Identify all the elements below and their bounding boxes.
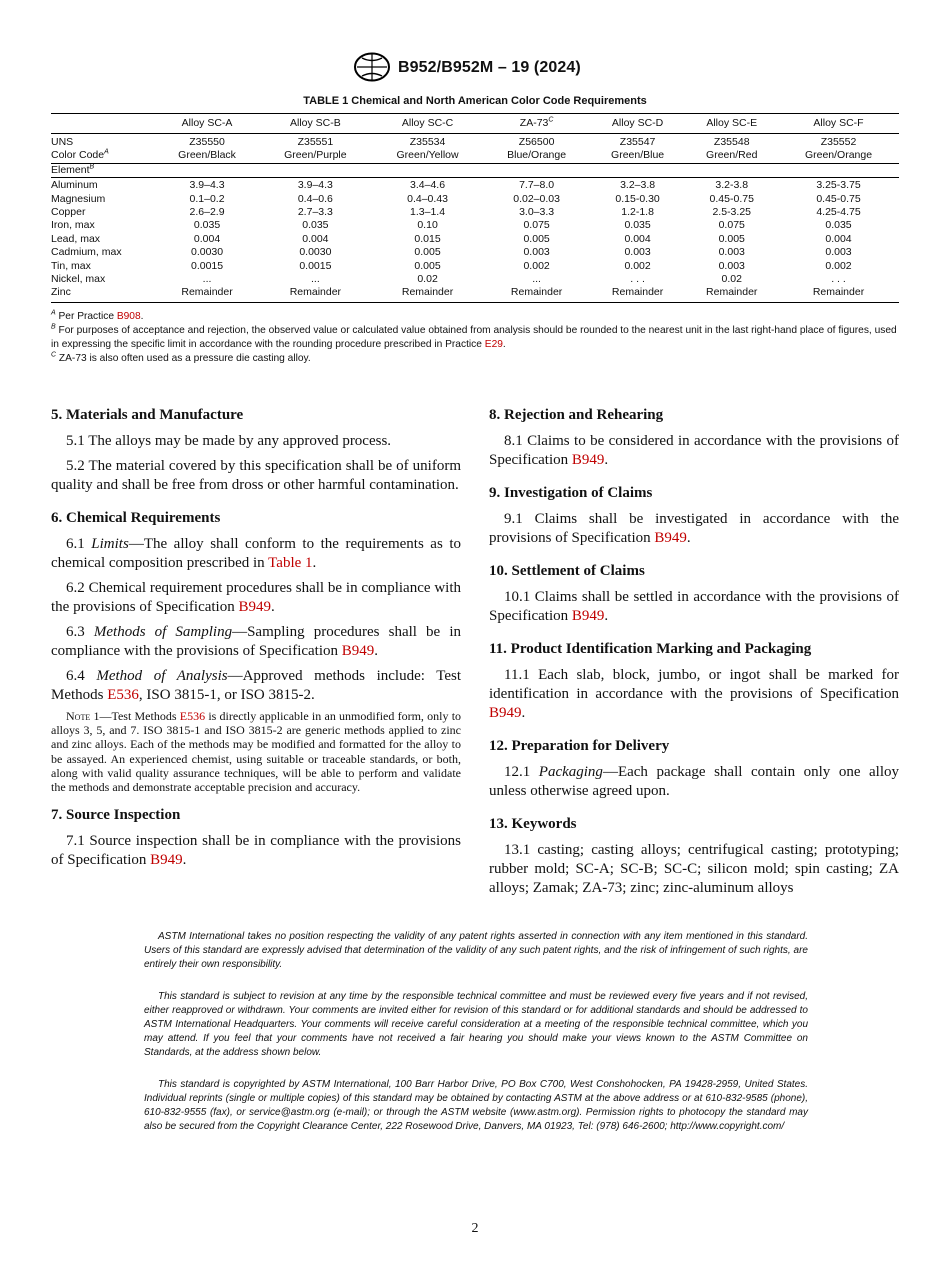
table-cell: 0.0030 — [190, 246, 224, 259]
table-cell: 0.004 — [825, 232, 852, 245]
table-cell: Z56500 — [518, 136, 555, 148]
standard-designation: B952/B952M – 19 (2024) — [398, 59, 581, 76]
table-cell: 0.002 — [825, 259, 852, 272]
table-cell: 0.003 — [624, 246, 651, 259]
table-cell: Z35534 — [409, 136, 446, 148]
astm-logo-icon — [353, 52, 391, 82]
footnote-marker: B — [89, 163, 95, 171]
footnote-text: ZA-73 is also often used as a pressure die casting alloy. — [58, 353, 311, 364]
column-header — [483, 114, 589, 134]
ref-link-b949[interactable]: B949 — [571, 452, 605, 468]
table-cell: 0.0030 — [299, 246, 332, 259]
chemical-requirements-table — [51, 113, 899, 303]
table-cell: 2.6–2.9 — [189, 206, 225, 219]
paragraph: 9.1 Claims shall be investigated in accordance with the provisions of Specification B949. — [489, 511, 899, 546]
table-cell: 0.02–0.03 — [513, 192, 560, 205]
table-cell: 0.15-0.30 — [615, 192, 660, 205]
footnote-marker: A — [104, 148, 109, 156]
ref-link-table-1[interactable]: Table 1 — [268, 555, 313, 571]
column-header: Alloy SC-E — [706, 116, 758, 129]
table-cell: 7.7–8.0 — [519, 179, 555, 192]
table-cell: Green/Yellow — [396, 149, 459, 162]
table-cell: 0.003 — [718, 246, 745, 259]
section-heading: 12. Preparation for Delivery — [489, 738, 670, 754]
table-cell: 0.4–0.43 — [407, 192, 448, 205]
table-cell: Remainder — [401, 286, 454, 299]
table-cell: Remainder — [510, 286, 563, 299]
table-cell: 4.25-4.75 — [816, 206, 861, 219]
table-cell: . . . — [831, 273, 846, 286]
table-cell: Remainder — [181, 286, 233, 299]
column-header-label: ZA-73 — [519, 116, 549, 129]
table-cell: 0.002 — [523, 259, 550, 272]
table-cell: 0.003 — [523, 246, 550, 259]
ref-link-e536[interactable]: E536 — [179, 709, 206, 723]
table-row — [51, 149, 899, 163]
table-cell: 0.02 — [721, 273, 742, 286]
table-cell: . . . — [630, 273, 645, 286]
footnote-marker: C — [51, 351, 57, 359]
table-cell: 1.3–1.4 — [410, 206, 446, 219]
paragraph: 8.1 Claims to be considered in accordance with the provisions of Specification B949. — [489, 433, 899, 468]
table-cell: 0.02 — [417, 273, 438, 286]
table-cell: Green/Blue — [611, 149, 665, 162]
table-cell: Remainder — [289, 286, 342, 299]
ref-link-e536[interactable]: E536 — [107, 687, 139, 703]
table-row — [51, 273, 899, 286]
table-cell: 0.45-0.75 — [816, 192, 861, 205]
table-cell: 3.9–4.3 — [189, 179, 225, 192]
table-cell: 0.10 — [417, 219, 438, 232]
table-cell: Green/Purple — [284, 149, 347, 162]
table-cell: 0.035 — [825, 219, 852, 232]
row-label: Lead, max — [51, 232, 101, 245]
table-cell: 0.45-0.75 — [709, 192, 754, 205]
table-row — [51, 233, 899, 246]
table-cell: 0.005 — [414, 259, 441, 272]
column-header: Alloy SC-B — [289, 116, 341, 129]
table-cell: 0.0015 — [299, 259, 332, 272]
footnote-b: $^B$ For purposes of acceptance and rejection, the observed value or calculated value obtained from analysis should be rounded to the nearest unit in the last right-hand place of figures, used in expressing the specific limit in accordance with the rounding procedure prescribed in Practice E29. — [51, 323, 897, 350]
section-heading: 9. Investigation of Claims — [489, 485, 653, 501]
row-label — [51, 163, 155, 177]
ref-link-e29[interactable]: E29 — [484, 339, 503, 350]
table-cell: Green/Black — [178, 149, 236, 162]
table-cell: 0.015 — [414, 232, 441, 245]
footnote-marker: C — [548, 116, 554, 124]
table-cell: 0.035 — [302, 219, 329, 232]
table-cell: 0.4–0.6 — [297, 192, 333, 205]
table-cell: 2.7–3.3 — [297, 206, 333, 219]
row-label — [51, 149, 155, 163]
table-header-row — [51, 114, 899, 134]
table-cell: 0.003 — [718, 259, 745, 272]
paragraph: 6.3 Methods of Sampling—Sampling procedures shall be in compliance with the provisions of Specification B949. — [51, 624, 461, 659]
section-heading: 6. Chemical Requirements — [51, 510, 221, 526]
table-cell: 0.004 — [624, 232, 651, 245]
table-cell: 0.005 — [523, 232, 550, 245]
column-header: Alloy SC-C — [401, 116, 454, 129]
table-cell: 0.0015 — [190, 259, 224, 272]
right-column — [489, 406, 899, 904]
paragraph: 11.1 Each slab, block, jumbo, or ingot shall be marked for identification in accordance with the provisions of Specification B949. — [489, 667, 899, 721]
table-cell: Z35551 — [297, 136, 334, 148]
paragraph: 6.2 Chemical requirement procedures shall be in compliance with the provisions of Specification B949. — [51, 580, 461, 615]
copyright-notice: This standard is copyrighted by ASTM International, 100 Barr Harbor Drive, PO Box C700, West Conshohocken, PA 19428-2959, United States. Individual reprints (single or multiple copies) of this standard may be obtained by contacting ASTM at the above address or at 610-832-9585 (phone), 610-832-9555 (fax), or service@astm.org (e-mail); or through the ASTM website (www.astm.org). Permission rights to photocopy the standard may also be secured from the Copyright Clearance Center, 222 Rosewood Drive, Danvers, MA 01923, Tel: (978) 646-2600; http://www.copyright.com/ — [144, 1079, 808, 1132]
left-column — [51, 406, 461, 876]
ref-link-b949[interactable]: B949 — [238, 599, 271, 615]
table-cell: 1.2-1.8 — [621, 206, 654, 219]
footnote-c — [51, 352, 901, 366]
table-cell: 2.5-3.25 — [712, 206, 751, 219]
table-cell: 0.003 — [825, 246, 852, 259]
table-cell: Z35552 — [820, 136, 857, 148]
table-row — [51, 163, 899, 177]
table-cell: 3.0–3.3 — [519, 206, 555, 219]
table-footnotes — [51, 310, 901, 366]
note-1: Note 1—Test Methods E536 is directly applicable in an unmodified form, only to alloys 3, 5, and 7. ISO 3815-1 and ISO 3815-2 are generic methods applied to zinc and zinc alloys. Each of the methods may be modified and formatted for the alloy to be assayed. An experienced chemist, using suitable or traceable standards, or both, along with valid quality assurance techniques, will be able to perform and validate the methods and demonstrate acceptable precision and accuracy. — [51, 709, 462, 795]
paragraph: 13.1 casting; casting alloys; centrifugical casting; prototyping; rubber mold; SC-A; SC-B; SC-C; silicon mold; spin casting; ZA alloys; Zamak; ZA-73; zinc; zinc-aluminum alloys — [489, 842, 899, 896]
table-header-blank — [51, 114, 155, 134]
table-row — [51, 193, 899, 206]
row-label: UNS — [51, 136, 74, 148]
paragraph: 7.1 Source inspection shall be in compliance with the provisions of Specification B949. — [51, 833, 461, 869]
astm-notices — [144, 930, 808, 1152]
footnote-marker: B — [51, 323, 56, 331]
ref-link-b949[interactable]: B949 — [150, 852, 183, 869]
table-cell: Remainder — [706, 286, 758, 299]
row-label: Zinc — [51, 286, 71, 299]
table-cell: Remainder — [812, 286, 865, 299]
paragraph: 12.1 Packaging—Each package shall contain only one alloy unless otherwise agreed upon. — [489, 764, 899, 799]
ref-link-b908[interactable]: B908 — [116, 311, 141, 322]
footnote-marker: A — [51, 309, 56, 317]
table-cell: 0.075 — [718, 219, 745, 232]
row-label: Iron, max — [51, 219, 95, 232]
row-label: Copper — [51, 206, 86, 219]
table-cell: Green/Orange — [804, 149, 873, 162]
table-cell: ... — [202, 273, 212, 286]
table-cell: 0.004 — [193, 232, 221, 245]
column-header: Alloy SC-F — [813, 116, 864, 129]
page-header — [0, 52, 950, 86]
section-heading: 5. Materials and Manufacture — [51, 407, 244, 423]
table-row — [51, 246, 899, 259]
row-label: Aluminum — [51, 179, 98, 192]
table-cell: ... — [310, 273, 320, 286]
section-heading: 10. Settlement of Claims — [489, 563, 645, 579]
table-cell: 0.075 — [523, 219, 550, 232]
page-number: 2 — [471, 1221, 479, 1236]
table-cell: 0.005 — [718, 232, 745, 245]
row-label: Magnesium — [51, 192, 106, 205]
footnote-a: $^A$ Per Practice B908. — [51, 309, 144, 322]
table-row — [51, 134, 899, 150]
table-cell: Green/Red — [706, 149, 758, 162]
ref-link-b949[interactable]: B949 — [489, 705, 522, 721]
table-cell: 3.25-3.75 — [816, 179, 861, 192]
table-title: TABLE 1 Chemical and North American Color Code Requirements — [303, 95, 647, 107]
column-header: Alloy SC-D — [611, 116, 664, 129]
table-cell: Z35550 — [189, 136, 225, 148]
paragraph: 6.4 Method of Analysis—Approved methods include: Test Methods E536, ISO 3815-1, or ISO 3815-2. — [51, 668, 461, 703]
table-cell: 0.035 — [624, 219, 651, 232]
table-cell: Z35547 — [619, 136, 656, 148]
table-cell: 0.035 — [193, 219, 221, 232]
paragraph: 5.1 The alloys may be made by any approved process. — [66, 433, 392, 449]
table-row — [51, 260, 899, 273]
row-label: Nickel, max — [51, 273, 106, 286]
section-heading: 13. Keywords — [489, 816, 577, 832]
section-heading: 11. Product Identification Marking and Packaging — [489, 641, 812, 657]
row-label: Tin, max — [51, 259, 91, 272]
paragraph: 6.1 Limits—The alloy shall conform to the requirements as to chemical composition prescribed in Table 1. — [51, 536, 462, 571]
table-cell: 3.2-3.8 — [715, 179, 749, 192]
paragraph: 5.2 The material covered by this specification shall be of uniform quality and shall be free from dross or other harmful contamination. — [51, 458, 461, 493]
table-cell: Z35548 — [713, 136, 750, 148]
revision-notice: This standard is subject to revision at any time by the responsible technical committee and must be reviewed every five years and if not revised, either reapproved or withdrawn. Your comments are invited either for revision of this standard or for additional standards and should be addressed to ASTM International Headquarters. Your comments will receive careful consideration at a meeting of the responsible technical committee, which you may attend. If you feel that your comments have not received a fair hearing you should make your views known to the ASTM Committee on Standards, at the address shown below. — [144, 991, 808, 1058]
table-row — [51, 178, 899, 193]
patent-notice: ASTM International takes no position respecting the validity of any patent rights asserted in connection with any item mentioned in this standard. Users of this standard are expressly advised that determination of the validity of any such patent rights, and the risk of infringement of such rights, are entirely their own responsibility. — [144, 931, 808, 970]
footnote-text: Per Practice — [58, 311, 114, 322]
row-label: Cadmium, max — [51, 246, 122, 259]
ref-link-b949[interactable]: B949 — [654, 530, 687, 546]
table-row — [51, 206, 899, 219]
table-cell: ... — [532, 273, 541, 286]
table-row — [51, 219, 899, 232]
ref-link-b949[interactable]: B949 — [571, 608, 605, 624]
paragraph: 10.1 Claims shall be settled in accordance with the provisions of Specification B949. — [489, 589, 899, 624]
table-cell: 0.002 — [624, 259, 651, 272]
row-label-text: Element — [51, 163, 90, 176]
ref-link-b949[interactable]: B949 — [341, 643, 375, 659]
table-cell: 3.4–4.6 — [410, 179, 446, 192]
table-row — [51, 286, 899, 302]
section-heading: 7. Source Inspection — [51, 807, 181, 824]
row-label-text: Color Code — [51, 149, 105, 162]
table-cell: Blue/Orange — [507, 149, 567, 162]
table-cell: Remainder — [611, 286, 664, 299]
column-header: Alloy SC-A — [181, 116, 233, 129]
table-cell: 0.005 — [414, 246, 441, 259]
table-cell: 3.2–3.8 — [620, 179, 656, 192]
table-cell-empty — [155, 163, 899, 177]
table-cell: 3.9–4.3 — [297, 179, 333, 192]
table-cell: 0.1–0.2 — [189, 192, 225, 205]
table-cell: 0.004 — [302, 232, 329, 245]
section-heading: 8. Rejection and Rehearing — [489, 407, 664, 423]
footnote-text: For purposes of acceptance and rejection, the observed value or calculated value obtained from analysis should be rounded to the nearest unit in the last right-hand place of figures, used in expressing the specific limit in accordance with the rounding procedure prescribed in Practice — [51, 325, 897, 350]
